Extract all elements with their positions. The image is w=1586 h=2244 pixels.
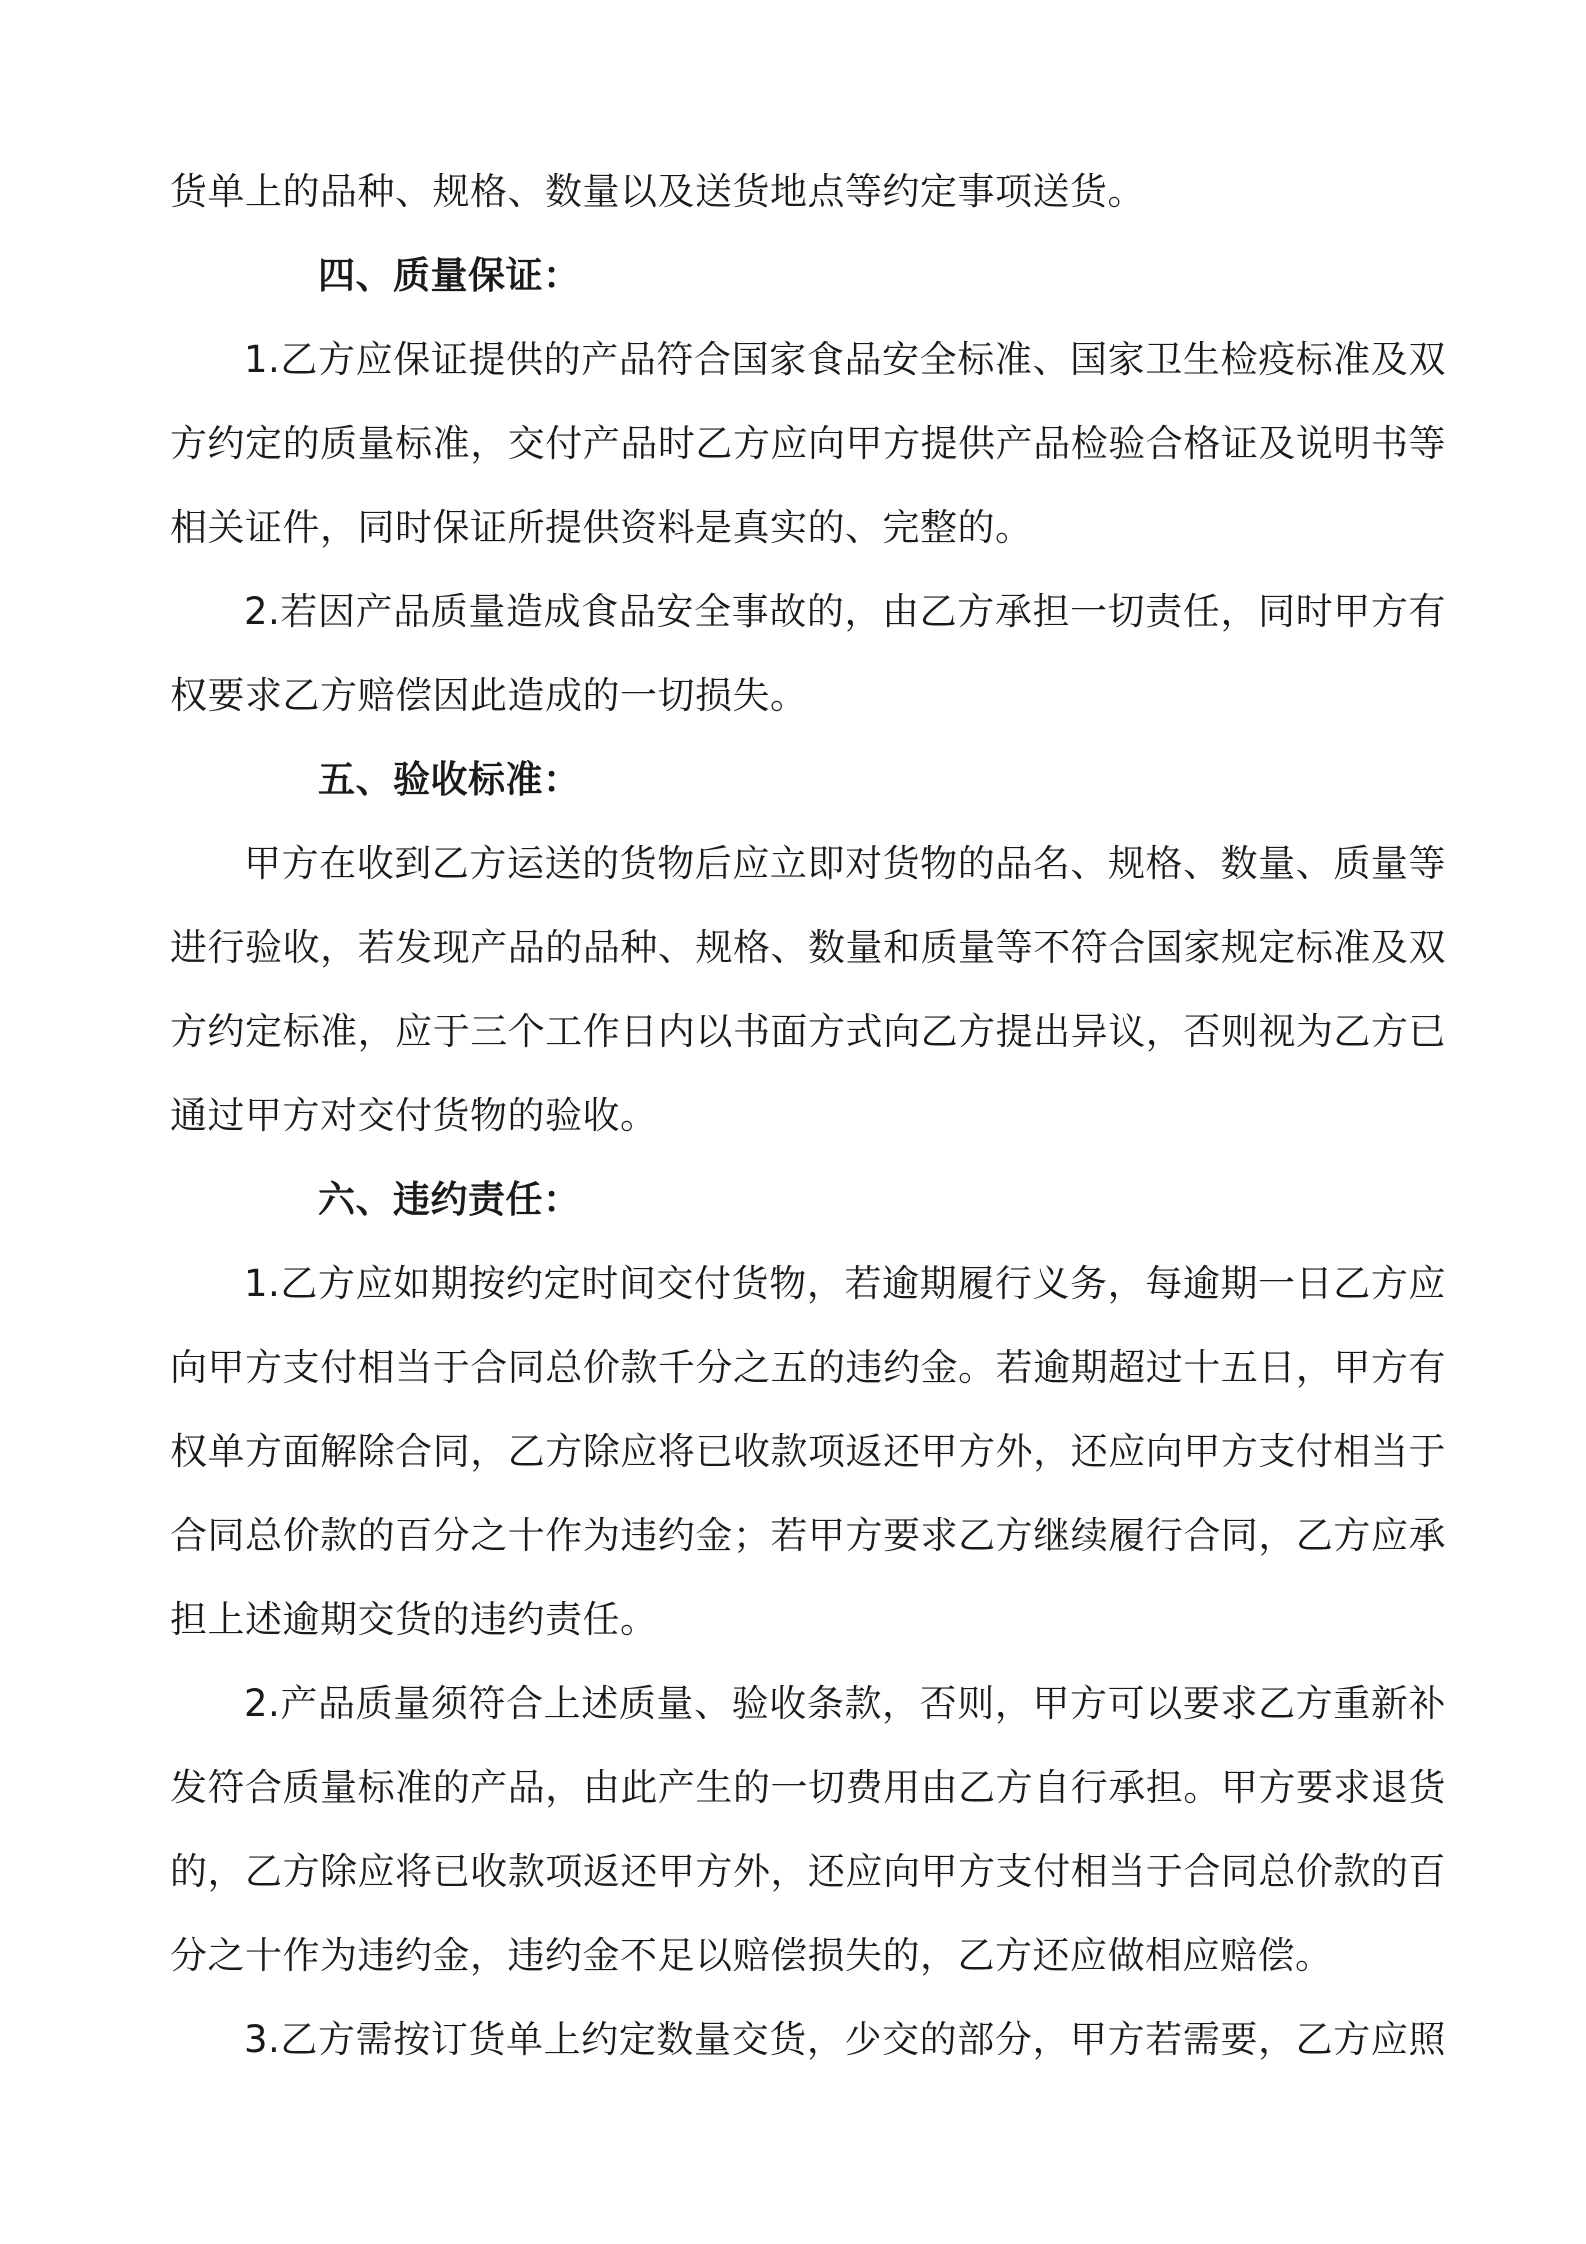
section-heading: 五、验收标准：: [318, 758, 581, 801]
text-line: 进行验收，若发现产品的品种、规格、数量和质量等不符合国家规定标准及双: [170, 926, 1446, 969]
text-line: 合同总价款的百分之十作为违约金；若甲方要求乙方继续履行合同，乙方应承: [170, 1514, 1446, 1557]
text-line: 3.乙方需按订货单上约定数量交货，少交的部分，甲方若需要，乙方应照: [244, 2018, 1446, 2061]
text-line: 分之十作为违约金，违约金不足以赔偿损失的，乙方还应做相应赔偿。: [170, 1934, 1333, 1977]
text-line: 发符合质量标准的产品，由此产生的一切费用由乙方自行承担。甲方要求退货: [170, 1766, 1446, 1809]
section-heading: 六、违约责任：: [318, 1178, 581, 1221]
text-line: 甲方在收到乙方运送的货物后应立即对货物的品名、规格、数量、质量等: [244, 842, 1446, 885]
text-line: 通过甲方对交付货物的验收。: [170, 1094, 658, 1137]
text-line: 方约定的质量标准，交付产品时乙方应向甲方提供产品检验合格证及说明书等: [170, 422, 1446, 465]
text-line: 向甲方支付相当于合同总价款千分之五的违约金。若逾期超过十五日，甲方有: [170, 1346, 1446, 1389]
text-line: 2.产品质量须符合上述质量、验收条款，否则，甲方可以要求乙方重新补: [244, 1682, 1446, 1725]
text-line: 相关证件，同时保证所提供资料是真实的、完整的。: [170, 506, 1033, 549]
section-heading: 四、质量保证：: [318, 254, 581, 297]
text-line: 1.乙方应保证提供的产品符合国家食品安全标准、国家卫生检疫标准及双: [244, 338, 1446, 381]
text-line: 2.若因产品质量造成食品安全事故的，由乙方承担一切责任，同时甲方有: [244, 590, 1446, 633]
text-line: 货单上的品种、规格、数量以及送货地点等约定事项送货。: [170, 170, 1145, 213]
document-body: [170, 150, 1446, 2082]
text-line: 权要求乙方赔偿因此造成的一切损失。: [170, 674, 808, 717]
text-line: 1.乙方应如期按约定时间交付货物，若逾期履行义务，每逾期一日乙方应: [244, 1262, 1446, 1305]
text-line: 担上述逾期交货的违约责任。: [170, 1598, 658, 1641]
text-line: 权单方面解除合同，乙方除应将已收款项返还甲方外，还应向甲方支付相当于: [170, 1430, 1446, 1473]
text-line: 方约定标准，应于三个工作日内以书面方式向乙方提出异议，否则视为乙方已: [170, 1010, 1446, 1053]
text-line: 的，乙方除应将已收款项返还甲方外，还应向甲方支付相当于合同总价款的百: [170, 1850, 1446, 1893]
